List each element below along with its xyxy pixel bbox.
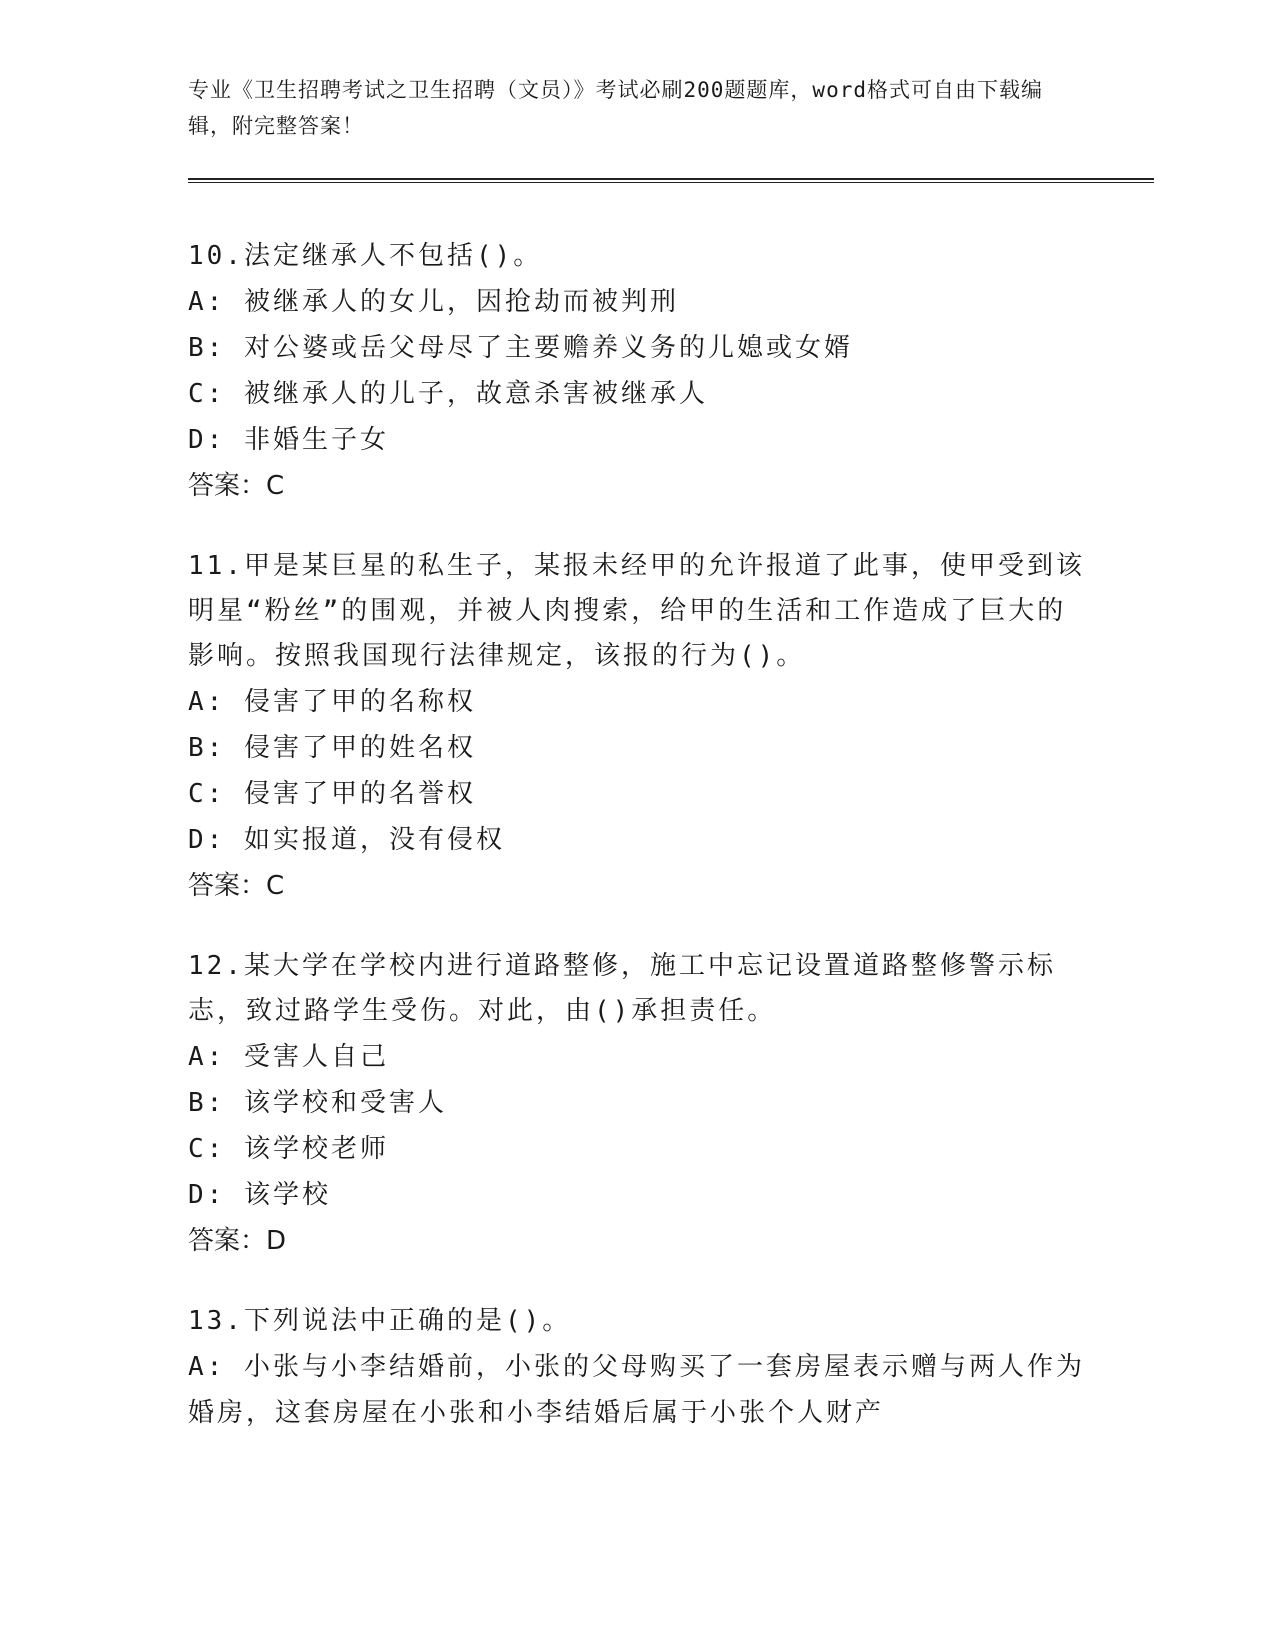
question-list xyxy=(188,234,1088,1471)
option-a: A: 侵害了甲的名称权 xyxy=(188,687,476,717)
option-a: A: 小张与小李结婚前，小张的父母购买了一套房屋表示赠与两人作为婚房，这套房屋在小张和小李结婚后属于小张个人财产 xyxy=(188,1352,1085,1428)
answer-line: 答案：C xyxy=(188,871,285,901)
answer-line: 答案：D xyxy=(188,1226,287,1256)
question-11 xyxy=(188,544,1088,909)
question-stem: 13.下列说法中正确的是()。 xyxy=(188,1306,572,1336)
option-a: A: 被继承人的女儿，因抢劫而被判刑 xyxy=(188,287,679,317)
option-c: C: 被继承人的儿子，故意杀害被继承人 xyxy=(188,379,708,409)
question-10 xyxy=(188,234,1088,509)
option-a: A: 受害人自己 xyxy=(188,1042,389,1072)
option-b: B: 该学校和受害人 xyxy=(188,1088,447,1118)
question-stem: 11.甲是某巨星的私生子，某报未经甲的允许报道了此事，使甲受到该明星“粉丝”的围观，并被人肉搜索，给甲的生活和工作造成了巨大的影响。按照我国现行法律规定，该报的行为()。 xyxy=(188,551,1085,671)
option-b: B: 对公婆或岳父母尽了主要赡养义务的儿媳或女婿 xyxy=(188,333,853,363)
option-d: D: 如实报道，没有侵权 xyxy=(188,825,505,855)
question-12 xyxy=(188,944,1088,1264)
option-c: C: 该学校老师 xyxy=(188,1134,389,1164)
option-c: C: 侵害了甲的名誉权 xyxy=(188,779,476,809)
answer-line: 答案：C xyxy=(188,471,285,501)
question-stem: 12.某大学在学校内进行道路整修，施工中忘记设置道路整修警示标志，致过路学生受伤。对此，由()承担责任。 xyxy=(188,951,1056,1026)
header-divider xyxy=(188,178,1154,183)
option-b: B: 侵害了甲的姓名权 xyxy=(188,733,476,763)
option-d: D: 非婚生子女 xyxy=(188,425,389,455)
document-header: 专业《卫生招聘考试之卫生招聘（文员）》考试必刷200题题库，word格式可自由下载编辑，附完整答案！ xyxy=(188,78,1043,138)
question-13 xyxy=(188,1299,1088,1436)
option-d: D: 该学校 xyxy=(188,1180,331,1210)
question-stem: 10.法定继承人不包括()。 xyxy=(188,241,543,271)
